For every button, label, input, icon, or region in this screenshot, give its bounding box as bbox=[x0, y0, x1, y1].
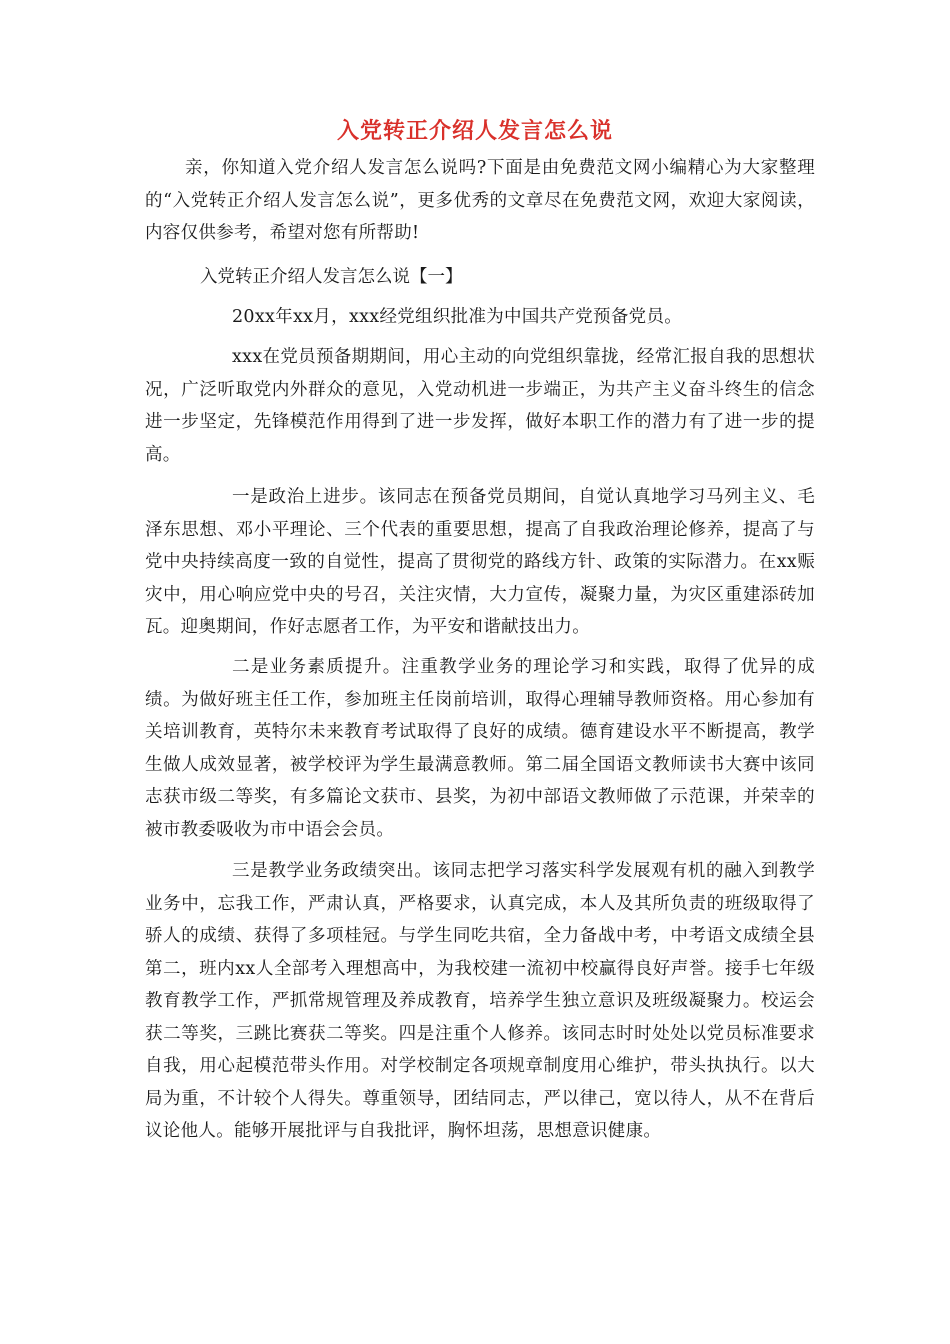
paragraph-3: 一是政治上进步。该同志在预备党员期间，自觉认真地学习马列主义、毛泽东思想、邓小平理论、三个代表的重要思想，提高了自我政治理论修养，提高了与党中央持续高度一致的自觉性，提高了贯彻党的路线方针、政策的实际潜力。在xx赈灾中，用心响应党中央的号召，关注灾情，大力宣传，凝聚力量，为灾区重建添砖加瓦。迎奥期间，作好志愿者工作，为平安和谐献技出力。 bbox=[145, 487, 815, 637]
paragraph-2: xxx在党员预备期期间，用心主动的向党组织靠拢，经常汇报自我的思想状况，广泛听取党内外群众的意见，入党动机进一步端正，为共产主义奋斗终生的信念进一步坚定，先锋模范作用得到了进一步发挥，做好本职工作的潜力有了进一步的提高。 bbox=[145, 347, 815, 465]
paragraph-5: 三是教学业务政绩突出。该同志把学习落实科学发展观有机的融入到教学业务中，忘我工作，严肃认真，严格要求，认真完成，本人及其所负责的班级取得了骄人的成绩、获得了多项桂冠。与学生同吃共宿，全力备战中考，中考语文成绩全县第二，班内xx人全部考入理想高中，为我校建一流初中校赢得良好声誉。接手七年级教育教学工作，严抓常规管理及养成教育，培养学生独立意识及班级凝聚力。校运会获二等奖，三跳比赛获二等奖。四是注重个人修养。该同志时时处处以党员标准要求自我，用心起模范带头作用。对学校制定各项规章制度用心维护，带头执执行。以大局为重，不计较个人得失。尊重领导，团结同志，严以律己，宽以待人，从不在背后议论他人。能够开展批评与自我批评，胸怀坦荡，思想意识健康。 bbox=[145, 861, 815, 1141]
intro-paragraph: 亲，你知道入党介绍人发言怎么说吗?下面是由免费范文网小编精心为大家整理的“入党转正介绍人发言怎么说”，更多优秀的文章尽在免费范文网，欢迎大家阅读，内容仅供参考，希望对您有所帮助! bbox=[145, 158, 815, 243]
section-heading: 入党转正介绍人发言怎么说【一】 bbox=[200, 267, 463, 287]
paragraph-4: 二是业务素质提升。注重教学业务的理论学习和实践，取得了优异的成绩。为做好班主任工作，参加班主任岗前培训，取得心理辅导教师资格。用心参加有关培训教育，英特尔未来教育考试取得了良好的成绩。德育建设水平不断提高，教学生做人成效显著，被学校评为学生最满意教师。第二届全国语文教师读书大赛中该同志获市级二等奖，有多篇论文获市、县奖，为初中部语文教师做了示范课，并荣幸的被市教委吸收为市中语会会员。 bbox=[145, 657, 815, 840]
paragraph-1: 20xx年xx月，xxx经党组织批准为中国共产党预备党员。 bbox=[232, 307, 683, 327]
page-title: 入党转正介绍人发言怎么说 bbox=[336, 119, 613, 144]
